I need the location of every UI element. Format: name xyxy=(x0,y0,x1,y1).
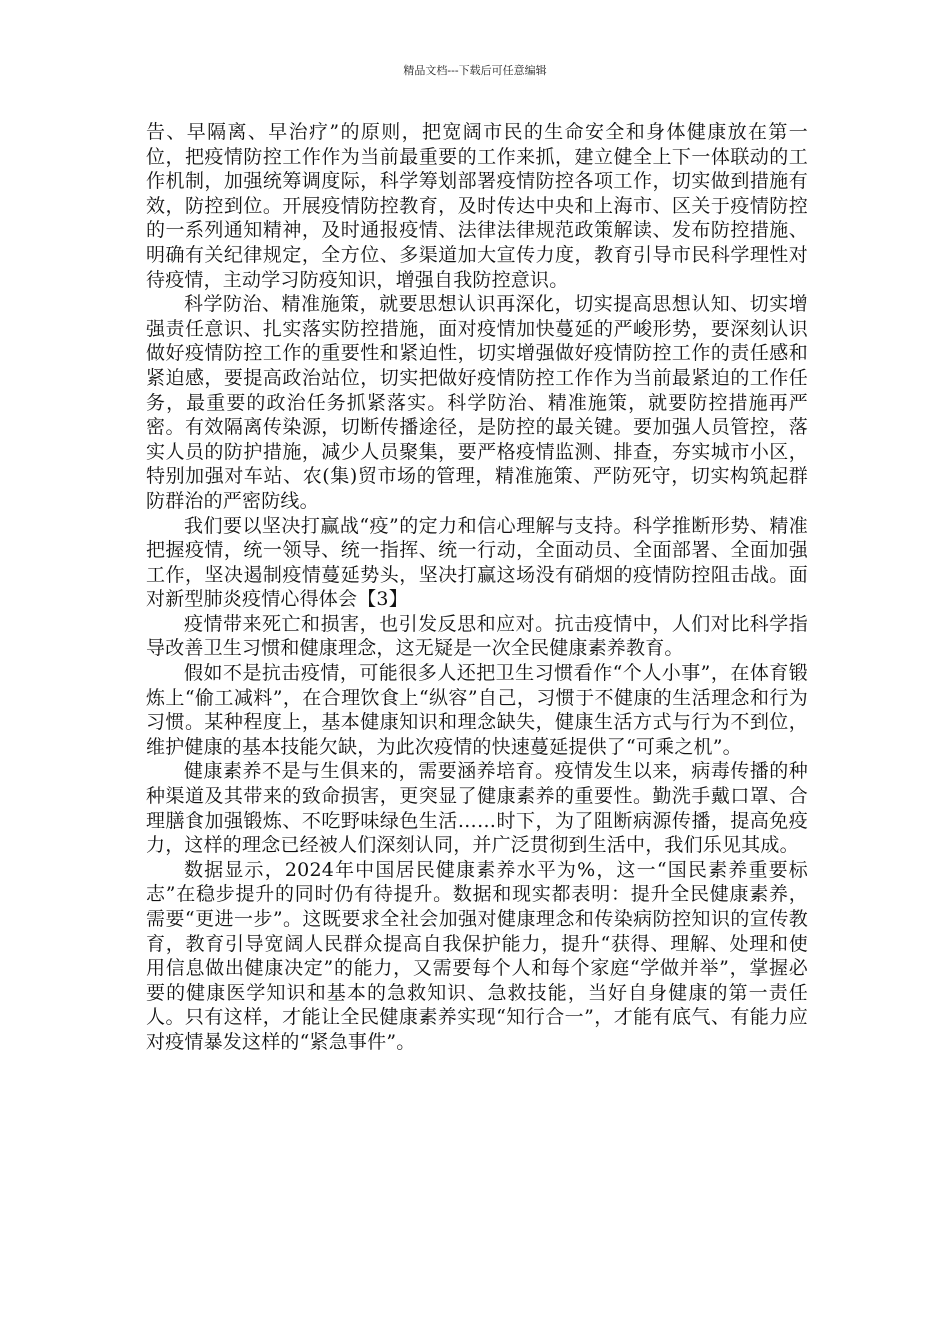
paragraph-1: 告、早隔离、早治疗”的原则，把宽阔市民的生命安全和身体健康放在第一位，把疫情防控工作作为当前最重要的工作来抓，建立健全上下一体联动的工作机制，加强统筹调度际，科学筹划部署疫情防控各项工作，切实做到措施有效，防控到位。开展疫情防控教育，及时传达中央和上海市、区关于疫情防控的一系列通知精神，及时通报疫情、法律法律规范政策解读、发布防控措施、明确有关纪律规定，全方位、多渠道加大宣传力度，教育引导市民科学理性对待疫情，主动学习防疫知识，增强自我防控意识。 xyxy=(146,121,808,291)
paragraph-6: 健康素养不是与生俱来的，需要涵养培育。疫情发生以来，病毒传播的种种渠道及其带来的致命损害，更突显了健康素养的重要性。勤洗手戴口罩、合理膳食加强锻炼、不吃野味绿色生活……时下，为了阻断病源传播，提高免疫力，这样的理念已经被人们深刻认同，并广泛贯彻到生活中，我们乐见其成。 xyxy=(146,760,808,857)
page-header: 精品文档---下载后可任意编辑 xyxy=(403,64,547,77)
paragraph-5: 假如不是抗击疫情，可能很多人还把卫生习惯看作“个人小事”，在体育锻炼上“偷工减料”，在合理饮食上“纵容”自己，习惯于不健康的生活理念和行为习惯。某种程度上，基本健康知识和理念缺失，健康生活方式与行为不到位，维护健康的基本技能欠缺，为此次疫情的快速蔓延提供了“可乘之机”。 xyxy=(146,662,808,758)
paragraph-7: 数据显示，2024年中国居民健康素养水平为%，这一“国民素养重要标志”在稳步提升的同时仍有待提升。数据和现实都表明：提升全民健康素养，需要“更进一步”。这既要求全社会加强对健康理念和传染病防控知识的宣传教育，教育引导宽阔人民群众提高自我保护能力，提升“获得、理解、处理和使用信息做出健康决定”的能力，又需要每个人和每个家庭“学做并举”，掌握必要的健康医学知识和基本的急救知识、急救技能，当好自身健康的第一责任人。只有这样，才能让全民健康素养实现“知行合一”，才能有底气、有能力应对疫情暴发这样的“紧急事件”。 xyxy=(146,858,808,1053)
paragraph-2: 科学防治、精准施策，就要思想认识再深化，切实提高思想认知、切实增强责任意识、扎实落实防控措施，面对疫情加快蔓延的严峻形势，要深刻认识做好疫情防控工作的重要性和紧迫性，切实增强做好疫情防控工作的责任感和紧迫感，要提高政治站位，切实把做好疫情防控工作作为当前最紧迫的工作任务，最重要的政治任务抓紧落实。科学防治、精准施策，就要防控措施再严密。有效隔离传染源，切断传播途径，是防控的最关键。要加强人员管控，落实人员的防护措施，减少人员聚集，要严格疫情监测、排查，夯实城市小区，特别加强对车站、农(集)贸市场的管理，精准施策、严防死守，切实构筑起群防群治的严密防线。 xyxy=(146,293,808,512)
paragraph-3: 我们要以坚决打赢战“疫”的定力和信心理解与支持。科学推断形势、精准把握疫情，统一领导、统一指挥、统一行动，全面动员、全面部署、全面加强工作，坚决遏制疫情蔓延势头，坚决打赢这场没有硝烟的疫情防控阻击战。面对新型肺炎疫情心得体会【3】 xyxy=(146,514,808,611)
paragraph-4: 疫情带来死亡和损害，也引发反思和应对。抗击疫情中，人们对比科学指导改善卫生习惯和健康理念，这无疑是一次全民健康素养教育。 xyxy=(146,612,808,660)
document-body xyxy=(146,120,808,1055)
